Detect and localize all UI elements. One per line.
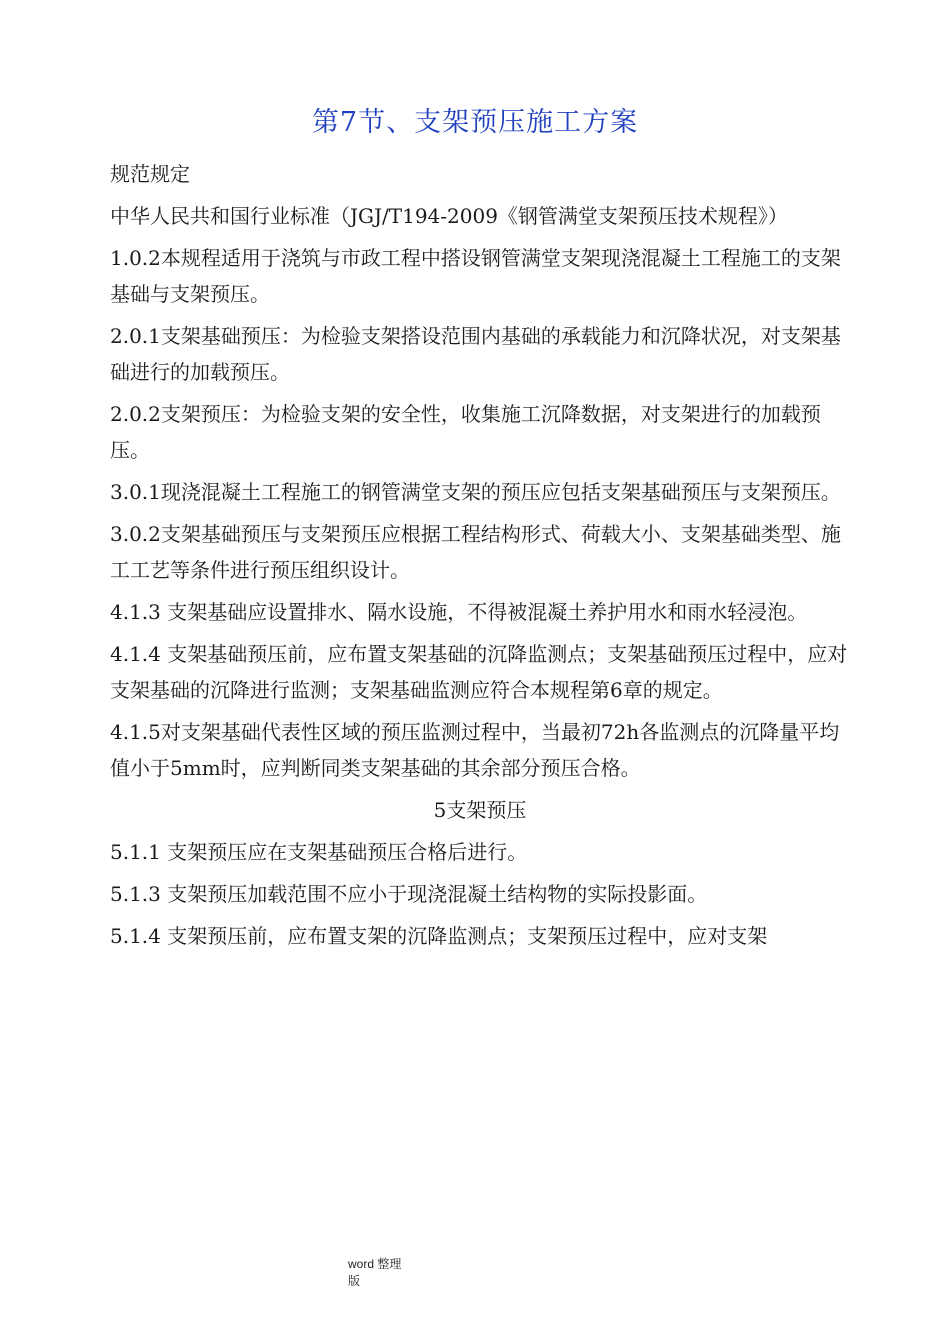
paragraph-3-0-2: 3.0.2支架基础预压与支架预压应根据工程结构形式、荷载大小、支架基础类型、施工工艺等条件进行预压组织设计。 [110, 522, 841, 582]
document-body [110, 156, 850, 960]
paragraph-2-0-2: 2.0.2支架预压：为检验支架的安全性，收集施工沉降数据，对支架进行的加载预压。 [110, 402, 821, 462]
paragraph-standard-name: 中华人民共和国行业标准（JGJ/T194-2009《钢管满堂支架预压技术规程》） [110, 204, 788, 228]
section-heading-5: 5支架预压 [433, 798, 527, 822]
paragraph-3-0-1: 3.0.1现浇混凝土工程施工的钢管满堂支架的预压应包括支架基础预压与支架预压。 [110, 480, 841, 504]
paragraph-5-1-4: 5.1.4 支架预压前，应布置支架的沉降监测点；支架预压过程中，应对支架 [110, 924, 768, 948]
footer-line-1: word 整理 [348, 1257, 402, 1271]
paragraph-1-0-2: 1.0.2本规程适用于浇筑与市政工程中搭设钢管满堂支架现浇混凝土工程施工的支架基础与支架预压。 [110, 246, 841, 306]
page-title: 第7节、支架预压施工方案 [311, 107, 639, 138]
footer-line-2: 版 [348, 1274, 361, 1288]
paragraph-5-1-1: 5.1.1 支架预压应在支架基础预压合格后进行。 [110, 840, 528, 864]
paragraph-4-1-3: 4.1.3 支架基础应设置排水、隔水设施，不得被混凝土养护用水和雨水轻浸泡。 [110, 600, 808, 624]
paragraph-section-label: 规范规定 [110, 162, 190, 186]
paragraph-5-1-3: 5.1.3 支架预压加载范围不应小于现浇混凝土结构物的实际投影面。 [110, 882, 708, 906]
paragraph-2-0-1: 2.0.1支架基础预压：为检验支架搭设范围内基础的承载能力和沉降状况，对支架基础进行的加载预压。 [110, 324, 841, 384]
page-footer [348, 1256, 428, 1290]
paragraph-4-1-4: 4.1.4 支架基础预压前，应布置支架基础的沉降监测点；支架基础预压过程中，应对支架基础的沉降进行监测；支架基础监测应符合本规程第6章的规定。 [110, 642, 848, 702]
paragraph-4-1-5: 4.1.5对支架基础代表性区域的预压监测过程中，当最初72h各监测点的沉降量平均值小于5mm时，应判断同类支架基础的其余部分预压合格。 [110, 720, 840, 780]
